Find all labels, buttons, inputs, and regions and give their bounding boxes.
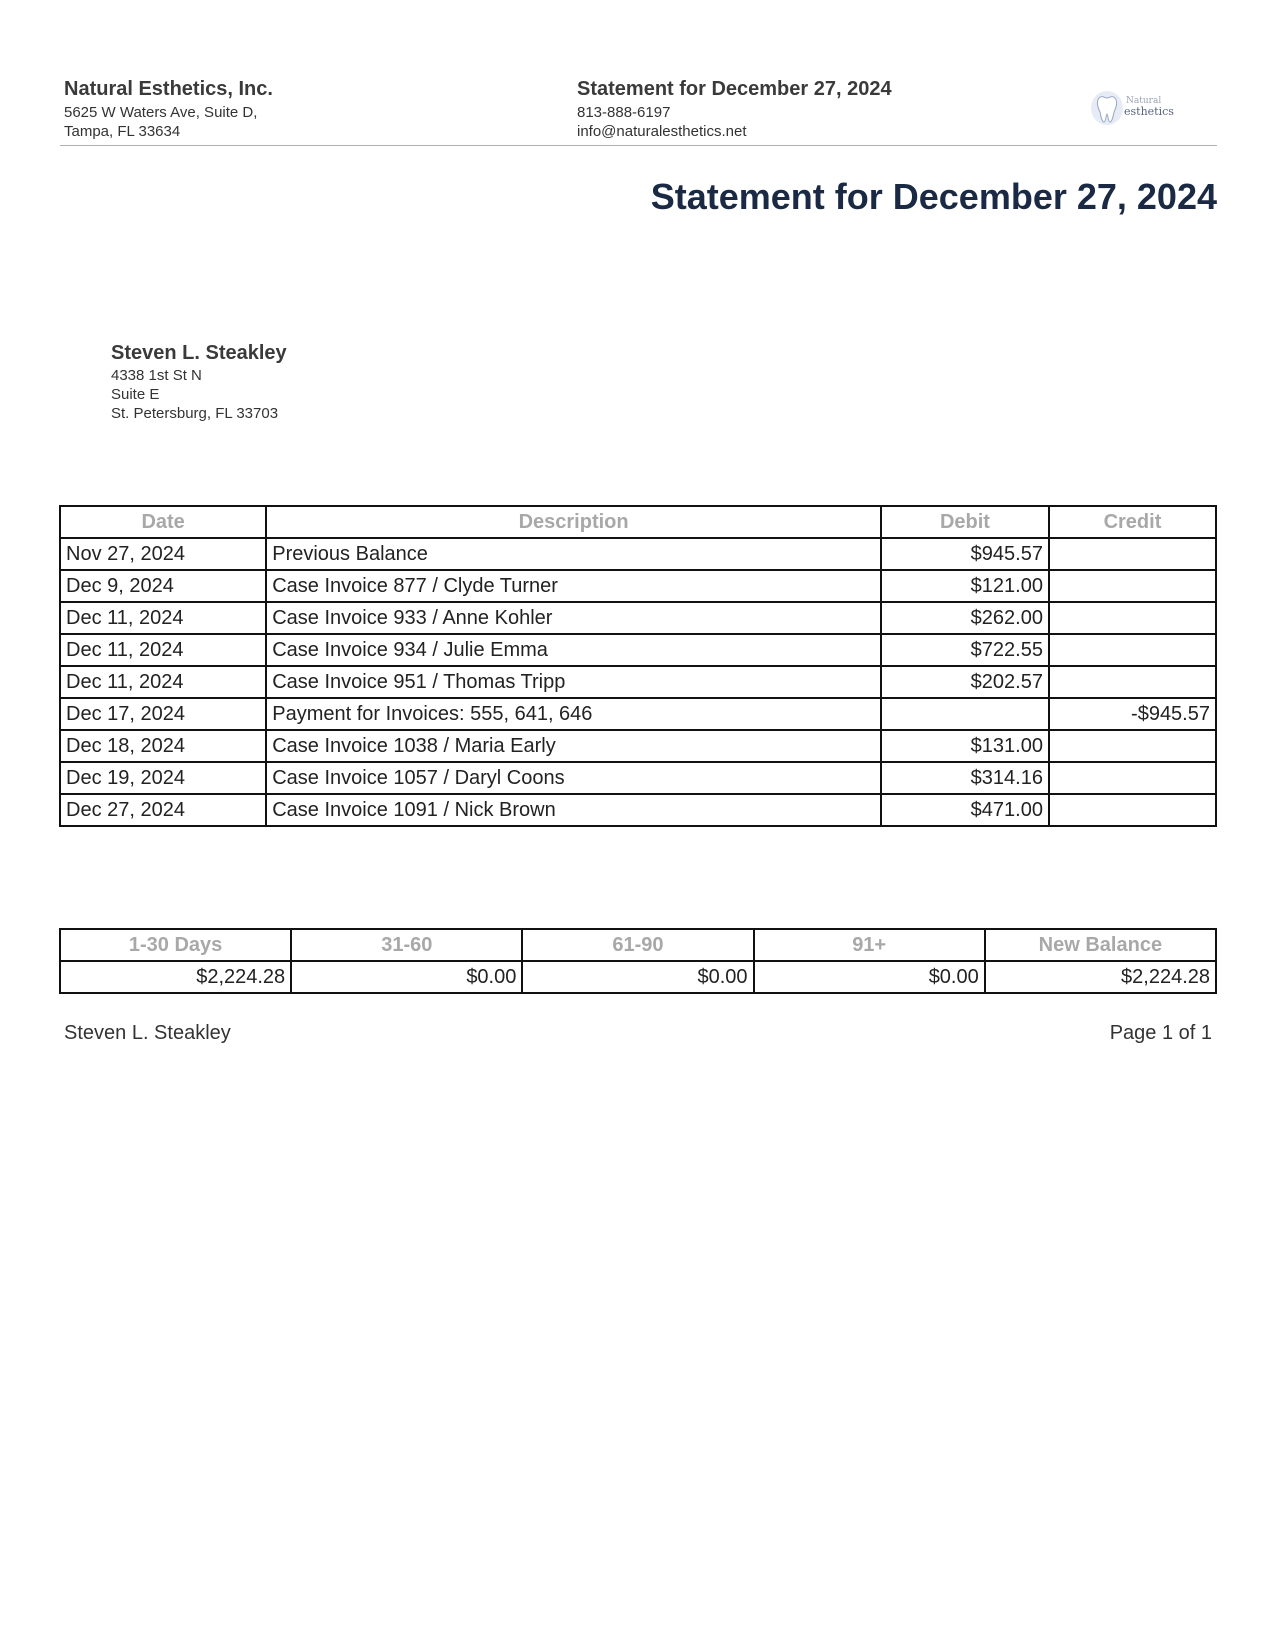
cell-date: Dec 17, 2024 <box>60 698 266 730</box>
customer-address-line3: St. Petersburg, FL 33703 <box>111 405 279 422</box>
page-number: Page 1 of 1 <box>1109 1022 1212 1044</box>
cell-date: Dec 11, 2024 <box>60 634 266 666</box>
cell-credit <box>1049 762 1216 794</box>
cell-debit: $131.00 <box>881 730 1049 762</box>
aging-header-31-60: 31-60 <box>291 929 522 961</box>
transactions-header-row <box>60 506 1216 538</box>
company-address-line2: Tampa, FL 33634 <box>64 123 181 140</box>
cell-debit: $471.00 <box>881 794 1049 826</box>
table-row <box>60 698 1216 730</box>
cell-description: Case Invoice 877 / Clyde Turner <box>266 570 881 602</box>
cell-debit <box>881 698 1049 730</box>
page-title: Statement for December 27, 2024 <box>650 176 1217 217</box>
table-row <box>60 730 1216 762</box>
table-row <box>60 762 1216 794</box>
cell-date: Dec 18, 2024 <box>60 730 266 762</box>
logo-text-top: Natural <box>1126 96 1162 106</box>
cell-credit <box>1049 634 1216 666</box>
company-phone: 813-888-6197 <box>577 104 671 121</box>
cell-date: Dec 19, 2024 <box>60 762 266 794</box>
aging-value-new-balance: $2,224.28 <box>985 961 1216 993</box>
table-row <box>60 602 1216 634</box>
cell-debit: $202.57 <box>881 666 1049 698</box>
cell-description: Case Invoice 934 / Julie Emma <box>266 634 881 666</box>
cell-date: Nov 27, 2024 <box>60 538 266 570</box>
column-header-date: Date <box>60 506 266 538</box>
cell-description: Case Invoice 951 / Thomas Tripp <box>266 666 881 698</box>
column-header-description: Description <box>266 506 881 538</box>
tooth-icon <box>1090 90 1124 128</box>
table-row <box>60 666 1216 698</box>
column-header-credit: Credit <box>1049 506 1216 538</box>
table-row <box>60 538 1216 570</box>
aging-values-row <box>60 961 1216 993</box>
table-row <box>60 794 1216 826</box>
aging-header-1-30: 1-30 Days <box>60 929 291 961</box>
cell-debit: $314.16 <box>881 762 1049 794</box>
cell-credit <box>1049 666 1216 698</box>
aging-header-61-90: 61-90 <box>522 929 753 961</box>
cell-credit: -$945.57 <box>1049 698 1216 730</box>
cell-debit: $722.55 <box>881 634 1049 666</box>
cell-date: Dec 9, 2024 <box>60 570 266 602</box>
customer-name: Steven L. Steakley <box>111 342 287 364</box>
column-header-debit: Debit <box>881 506 1049 538</box>
cell-description: Case Invoice 1057 / Daryl Coons <box>266 762 881 794</box>
cell-credit <box>1049 794 1216 826</box>
cell-credit <box>1049 730 1216 762</box>
cell-date: Dec 11, 2024 <box>60 602 266 634</box>
company-name: Natural Esthetics, Inc. <box>64 78 273 100</box>
customer-address-line2: Suite E <box>111 386 160 403</box>
aging-header-91-plus: 91+ <box>754 929 985 961</box>
header-divider <box>60 145 1217 146</box>
cell-description: Payment for Invoices: 555, 641, 646 <box>266 698 881 730</box>
cell-credit <box>1049 570 1216 602</box>
aging-value-91-plus: $0.00 <box>754 961 985 993</box>
cell-date: Dec 11, 2024 <box>60 666 266 698</box>
footer-customer-name: Steven L. Steakley <box>64 1022 231 1044</box>
company-logo <box>1090 90 1180 130</box>
aging-value-61-90: $0.00 <box>522 961 753 993</box>
aging-header-row <box>60 929 1216 961</box>
table-row <box>60 570 1216 602</box>
cell-description: Case Invoice 933 / Anne Kohler <box>266 602 881 634</box>
transactions-table <box>59 505 1217 827</box>
table-row <box>60 634 1216 666</box>
cell-credit <box>1049 602 1216 634</box>
cell-date: Dec 27, 2024 <box>60 794 266 826</box>
logo-text-bottom: esthetics <box>1124 105 1174 118</box>
aging-value-31-60: $0.00 <box>291 961 522 993</box>
aging-value-1-30: $2,224.28 <box>60 961 291 993</box>
cell-credit <box>1049 538 1216 570</box>
aging-summary-table <box>59 928 1217 994</box>
cell-description: Previous Balance <box>266 538 881 570</box>
company-address-line1: 5625 W Waters Ave, Suite D, <box>64 104 258 121</box>
cell-debit: $121.00 <box>881 570 1049 602</box>
aging-header-new-balance: New Balance <box>985 929 1216 961</box>
cell-debit: $945.57 <box>881 538 1049 570</box>
customer-address-line1: 4338 1st St N <box>111 367 202 384</box>
cell-description: Case Invoice 1091 / Nick Brown <box>266 794 881 826</box>
cell-description: Case Invoice 1038 / Maria Early <box>266 730 881 762</box>
company-email: info@naturalesthetics.net <box>577 123 747 140</box>
cell-debit: $262.00 <box>881 602 1049 634</box>
header-statement-label: Statement for December 27, 2024 <box>577 78 892 100</box>
